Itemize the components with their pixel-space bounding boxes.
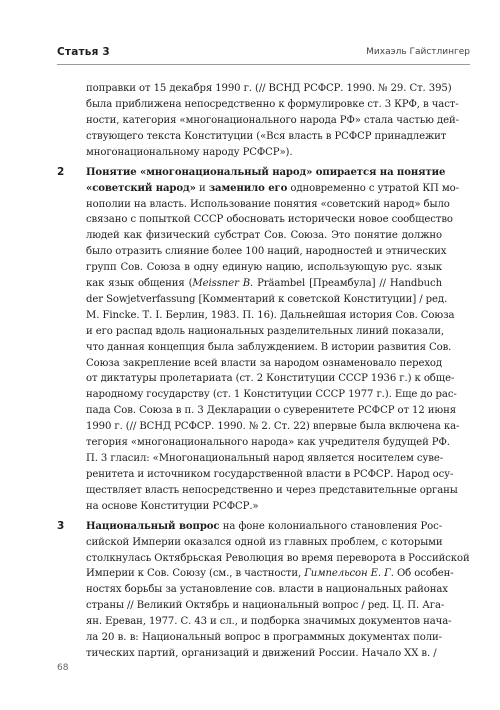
chapter-title: Статья 3 xyxy=(57,46,110,58)
page-number: 68 xyxy=(57,663,69,673)
text-run: ществляет власть непосредственно и через представительные органы xyxy=(86,484,458,496)
text-line xyxy=(86,598,445,614)
text-run: П. 3 гласил: «Многонациональный народ является носителем сувe- xyxy=(86,452,444,464)
text-run: столкнулась Октябрьская Революция во время переворота в Российской xyxy=(86,552,470,564)
text-run: сийской Империи оказался одной из главных проблем, с которыми xyxy=(86,536,443,548)
text-run: как язык общения ( xyxy=(86,278,193,289)
text-line xyxy=(86,113,459,129)
bold-text: Национальный вопрос xyxy=(86,520,220,532)
text-run: на фоне колониального становления Рос- xyxy=(219,520,443,532)
text-line xyxy=(86,566,454,582)
bold-text: заменило его xyxy=(208,182,288,194)
text-line xyxy=(86,228,442,244)
text-line xyxy=(86,435,450,451)
text-line xyxy=(86,129,447,145)
text-run: была приближена непосредственно к формулировке ст. 3 КРФ, в част- xyxy=(86,98,459,110)
text-run: ла 20 в. в: Национальный вопрос в программных документах поли- xyxy=(86,632,442,643)
text-run: ствующего текста Конституции («Вся власть в РСФСР принадлежит xyxy=(86,130,447,142)
italic-text: Гимпельсон Е. Г. xyxy=(304,568,394,580)
text-line xyxy=(86,181,459,197)
text-run: нополии на власть. Использование понятия «советский народ» было xyxy=(86,198,450,210)
text-run: M. Fincke. Т. I. Берлин, 1983. П. 16). Дальнейшая история Сов. Союза xyxy=(86,309,455,321)
text-line xyxy=(86,244,447,260)
text-line xyxy=(86,356,442,372)
text-line xyxy=(86,387,457,403)
text-line xyxy=(86,519,442,535)
text-run: ности, категория «многонационального народа РФ» стала частью дей- xyxy=(86,114,459,126)
text-line xyxy=(86,308,455,324)
author-name: Михаэль Гайстлингер xyxy=(366,47,470,57)
text-run: 1990 г. (// ВСНД РСФСР. 1990. № 2. Ст. 22) впервые была включена ка- xyxy=(86,421,460,433)
text-run: народному государству (ст. 1 Конституции СССР 1977 г.). Еще до рас- xyxy=(86,389,457,401)
text-line xyxy=(86,260,442,276)
text-line xyxy=(86,419,460,435)
paragraph-number: 2 xyxy=(57,165,65,178)
text-line xyxy=(86,646,442,662)
bold-text: «советский народ» xyxy=(86,182,196,194)
text-line xyxy=(86,197,450,213)
text-run: от диктатуры пролетариата (ст. 2 Конституции СССР 1936 г.) к обще- xyxy=(86,373,455,385)
text-run: Союза закрепление всей власти за народом ознаменовало переход xyxy=(86,357,442,369)
text-run: тегория «многонационального народа» как учредителя будущей РФ. xyxy=(86,437,450,448)
text-run: и xyxy=(195,182,209,194)
text-run: одновременно с утратой КП мо- xyxy=(287,182,459,194)
text-run: тических партий, организаций и движений России. Начало XX в. / xyxy=(86,647,437,659)
italic-text: Meissner B. xyxy=(192,278,254,289)
text-line xyxy=(86,145,442,161)
text-line xyxy=(86,165,446,181)
text-run: страны // Великий Октябрь и национальный вопрос / ред. Ц. П. Ага- xyxy=(86,600,445,612)
text-line xyxy=(86,371,455,387)
text-run: поправки от 15 декабря 1990 г. (// ВСНД РСФСР. 1990. № 29. Ст. 395) xyxy=(86,83,452,94)
paragraph-number: 3 xyxy=(57,519,65,532)
text-run: многонациональному народу РСФСР»). xyxy=(86,146,293,158)
text-run: Präambel [Преамбула] // Handbuch xyxy=(253,278,442,289)
text-run: Империи к Сов. Союзу (см., в частности, xyxy=(86,568,305,580)
text-line xyxy=(86,551,470,567)
text-run: пада Сов. Союза в п. 3 Декларации о суверенитете РСФСР от 12 июня xyxy=(86,405,457,417)
text-run: что данная концепция была заблуждением. В истории развития Сов. xyxy=(86,341,452,353)
text-line xyxy=(86,324,445,340)
text-run: ян. Ереван, 1977. С. 43 и сл., и подборка значимых документов нача- xyxy=(86,616,452,628)
text-run: ностях борьбы за установление сов. власти в национальных районах xyxy=(86,584,448,596)
text-run: и его распад вдоль национальных разделительных линий показали, xyxy=(86,325,445,337)
text-line xyxy=(86,535,442,551)
text-run: der Sowjetverfassung [Комментарий к советской Конституции] / ред. xyxy=(86,293,448,305)
text-line xyxy=(86,292,448,308)
text-run: на основе Конституции РСФСР.» xyxy=(86,500,259,512)
text-line xyxy=(86,582,448,598)
running-head xyxy=(57,42,470,65)
text-line xyxy=(86,403,457,419)
text-line xyxy=(86,97,459,113)
text-run: людей как физический субстрат Сов. Союза. Это понятие должно xyxy=(86,230,442,242)
text-line xyxy=(86,451,442,467)
text-line xyxy=(86,212,453,228)
text-run: групп Сов. Союза в одну единую нацию, использующую рус. язык xyxy=(86,262,442,274)
bold-text: Понятие «многонациональный народ» опирается на понятие xyxy=(86,166,446,178)
text-line xyxy=(86,340,452,356)
text-run: было отразить слияние более 100 наций, народностей и этнических xyxy=(86,246,447,258)
text-line xyxy=(86,81,452,97)
text-run: Об особен- xyxy=(393,568,454,580)
text-line xyxy=(86,499,442,515)
text-line xyxy=(86,467,454,483)
text-run: связано с попыткой СССР обосновать исторически новое сообщество xyxy=(86,214,453,226)
text-line xyxy=(86,614,452,630)
text-line xyxy=(86,630,442,646)
text-run: ренитета и источником государственной власти в РСФСР. Народ осу- xyxy=(86,468,454,480)
text-line xyxy=(86,483,458,499)
text-line xyxy=(86,276,442,292)
